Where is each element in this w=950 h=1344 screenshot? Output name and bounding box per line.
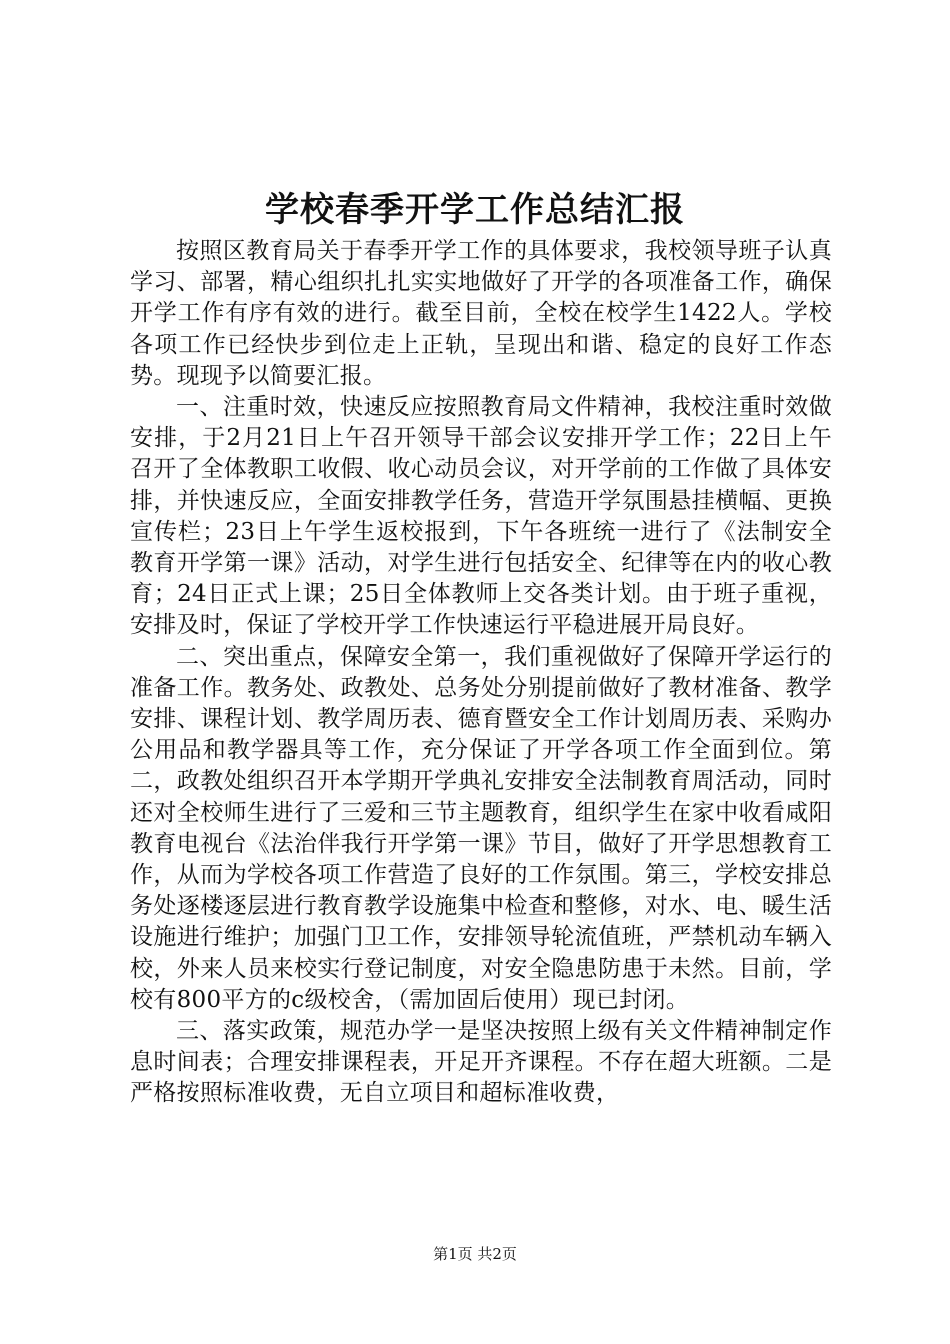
document-title: 学校春季开学工作总结汇报: [265, 190, 685, 230]
document-body: [130, 236, 832, 1110]
paragraph-section-2: 二、突出重点，保障安全第一，我们重视做好了保障开学运行的准备工作。教务处、政教处、总务处分别提前做好了教材准备、教学安排、课程计划、教学周历表、德育暨安全工作计划周历表、采购办公用品和教学器具等工作，充分保证了开学各项工作全面到位。第二，政教处组织召开本学期开学典礼安排安全法制教育周活动，同时还对全校师生进行了三爱和三节主题教育，组织学生在家中收看咸阳教育电视台《法治伴我行开学第一课》节目，做好了开学思想教育工作，从而为学校各项工作营造了良好的工作氛围。第三，学校安排总务处逐楼逐层进行教育教学设施集中检查和整修，对水、电、暖生活设施进行维护；加强门卫工作，安排领导轮流值班，严禁机动车辆入校，外来人员来校实行登记制度，对安全隐患防患于未然。目前，学校有800平方的c级校舍，（需加固后使用）现已封闭。: [130, 643, 832, 1013]
paragraph-intro: 按照区教育局关于春季开学工作的具体要求，我校领导班子认真学习、部署，精心组织扎扎实实地做好了开学的各项准备工作，确保开学工作有序有效的进行。截至目前，全校在校学生1422人。学校各项工作已经快步到位走上正轨，呈现出和谐、稳定的良好工作态势。现现予以简要汇报。: [130, 238, 832, 389]
paragraph-section-1: 一、注重时效，快速反应按照教育局文件精神，我校注重时效做安排，于2月21日上午召开领导干部会议安排开学工作；22日上午召开了全体教职工收假、收心动员会议，对开学前的工作做了具体安排，并快速反应，全面安排教学任务，营造开学氛围悬挂横幅、更换宣传栏；23日上午学生返校报到，下午各班统一进行了《法制安全教育开学第一课》活动，对学生进行包括安全、纪律等在内的收心教育；24日正式上课；25日全体教师上交各类计划。由于班子重视，安排及时，保证了学校开学工作快速运行平稳进展开局良好。: [130, 394, 832, 639]
paragraph-section-3: 三、落实政策，规范办学一是坚决按照上级有关文件精神制定作息时间表；合理安排课程表，开足开齐课程。不存在超大班额。二是严格按照标准收费，无自立项目和超标准收费，: [130, 1018, 832, 1107]
page-footer: 第1页 共2页: [433, 1245, 517, 1263]
